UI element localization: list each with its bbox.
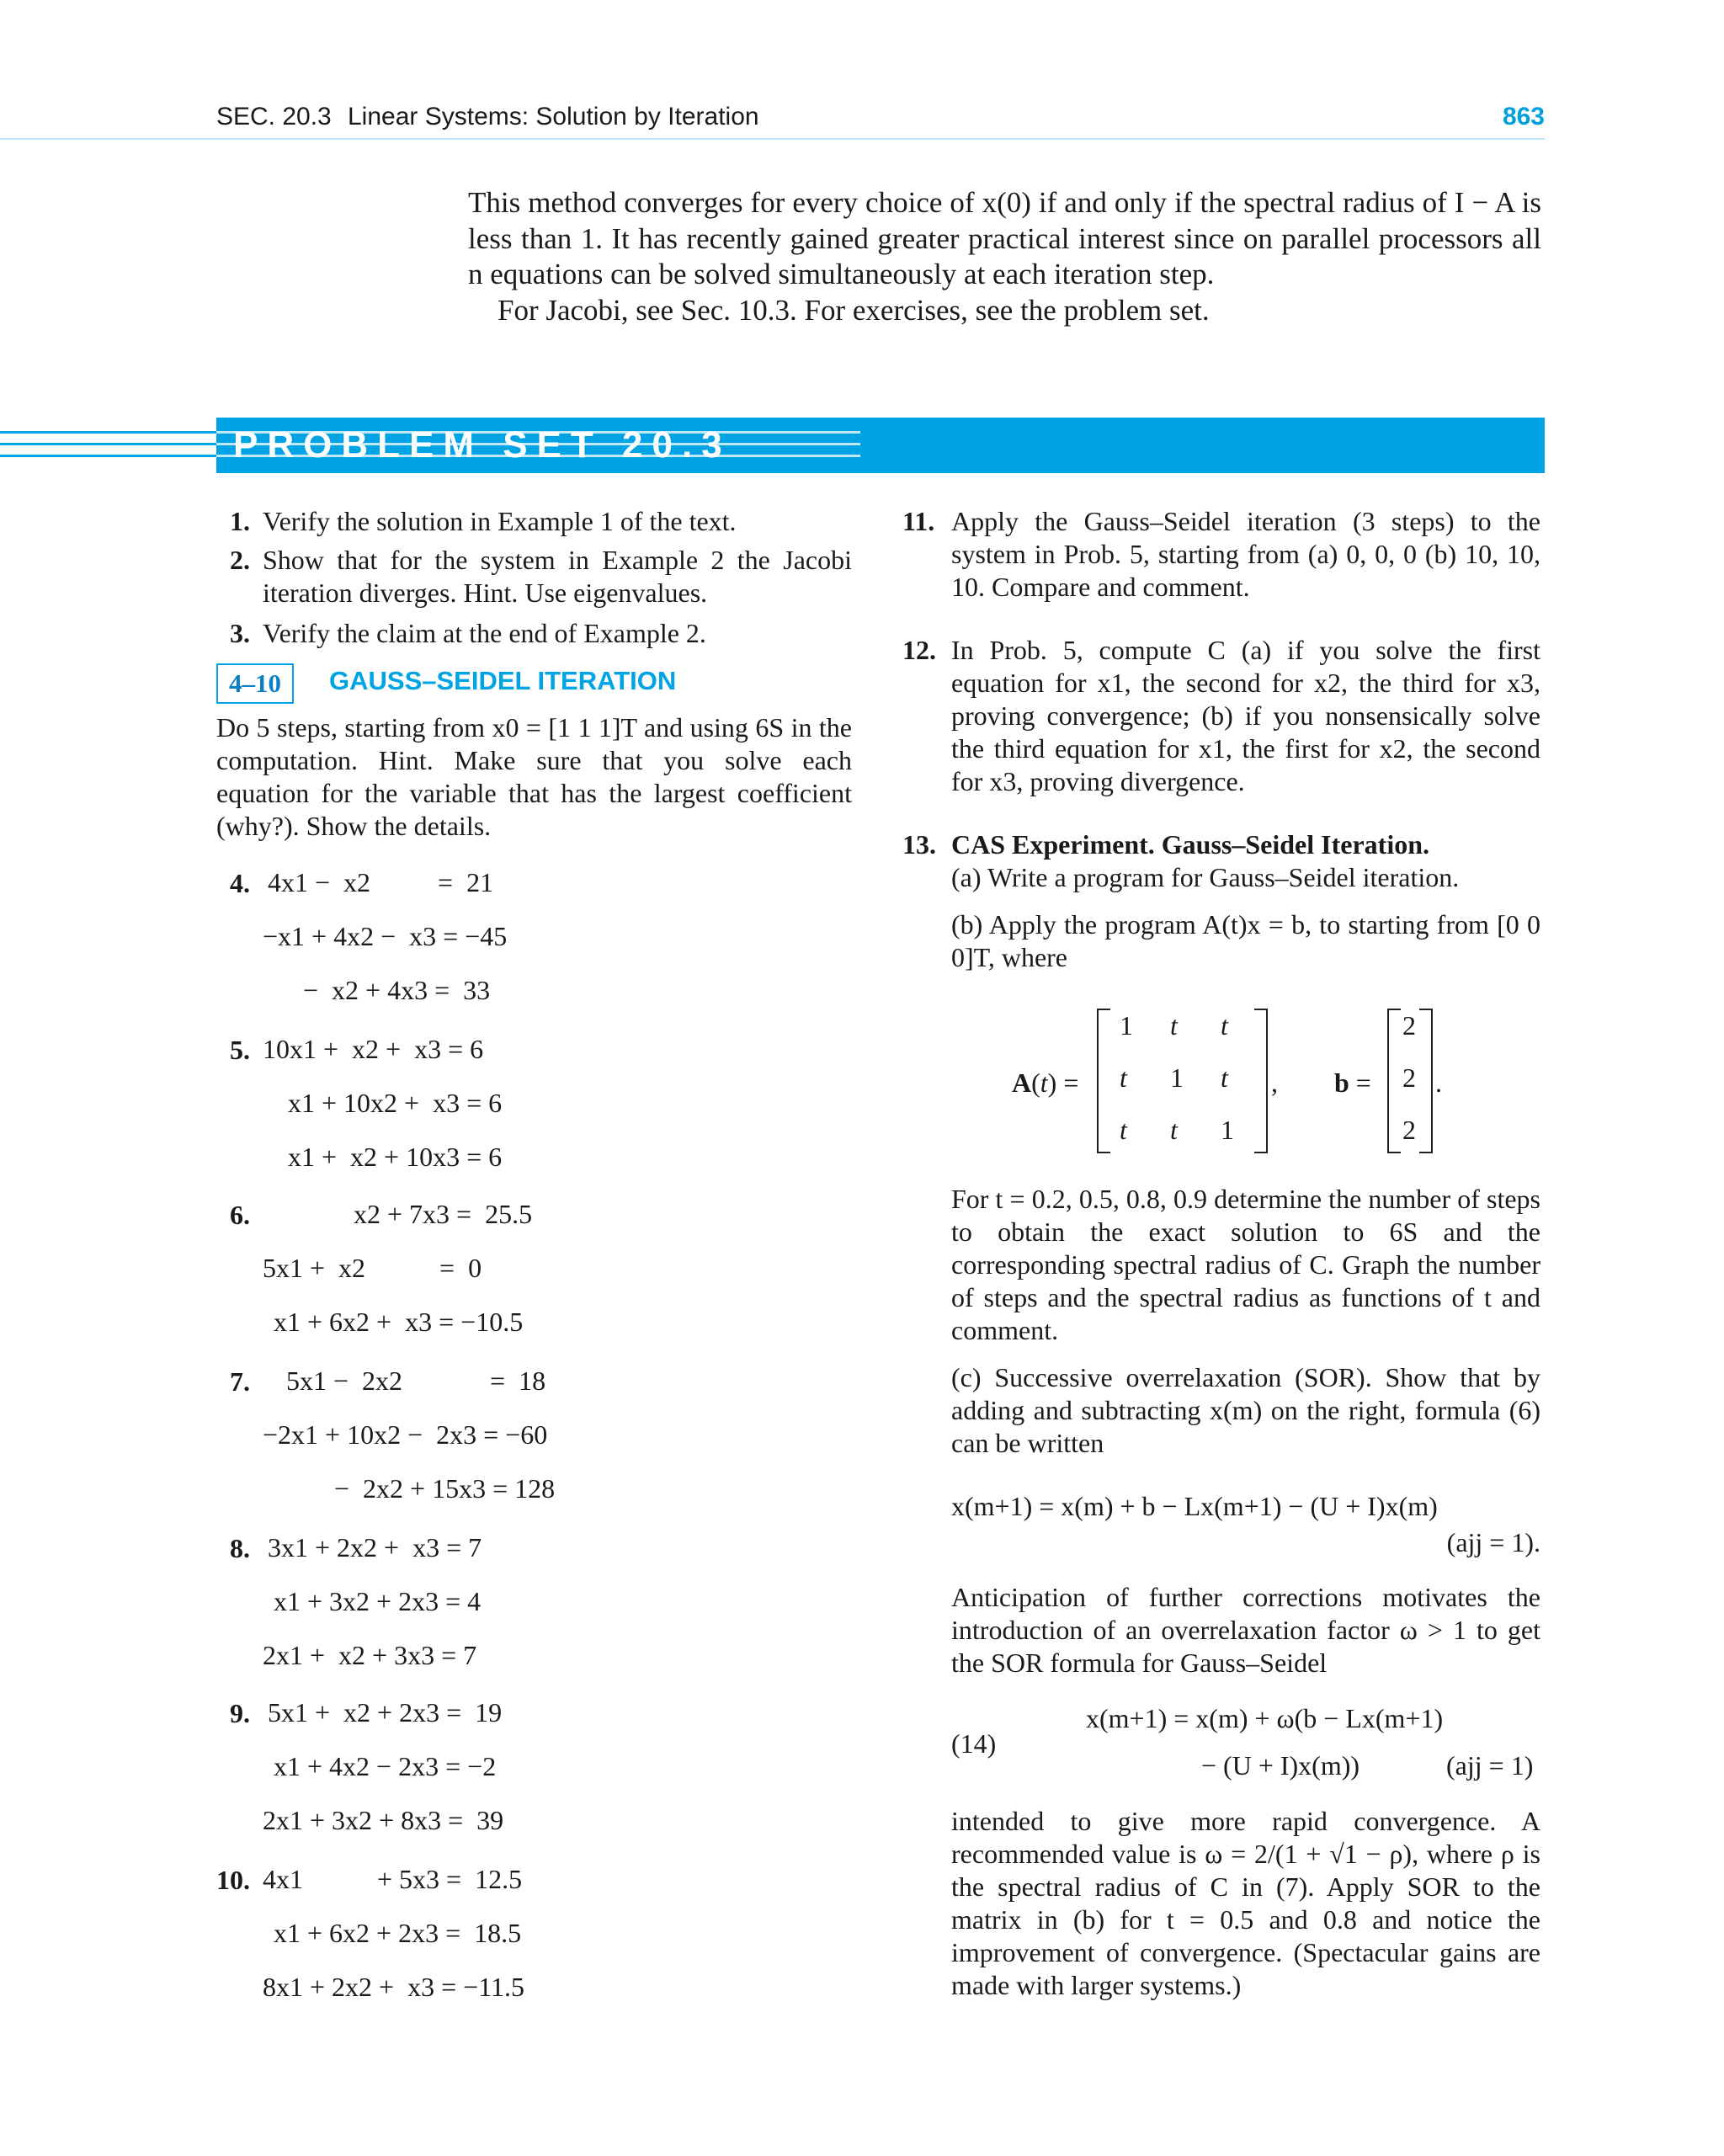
banner-stripe: [0, 431, 216, 434]
equation-8-3: 2x1 + x2 + 3x3 = 7: [263, 1640, 477, 1670]
matrix-comma: ,: [1271, 1067, 1278, 1098]
matrix-entry: t: [1120, 1062, 1127, 1093]
header-rule: [0, 138, 1545, 140]
equation-9-2: x1 + 4x2 − 2x3 = −2: [274, 1751, 497, 1781]
anticipation-text: Anticipation of further corrections motivates the introduction of an overrelaxation factor ω > 1 to get the SOR formula for Gauss–Seidel: [951, 1582, 1540, 1678]
sor-formula-condition: (ajj = 1): [1446, 1750, 1534, 1781]
problem-set-title: PROBLEM SET 20.3: [233, 424, 732, 466]
problem-13-number: 13.: [902, 829, 936, 860]
equation-4-2: −x1 + 4x2 − x3 = −45: [263, 921, 508, 951]
formula-6-rewritten: x(m+1) = x(m) + b − Lx(m+1) − (U + I)x(m): [951, 1491, 1438, 1521]
equation-10-2: x1 + 6x2 + 2x3 = 18.5: [274, 1918, 522, 1948]
equation-9-1: 5x1 + x2 + 2x3 = 19: [268, 1697, 503, 1727]
equation-8-2: x1 + 3x2 + 2x3 = 4: [274, 1586, 482, 1616]
sor-formula-line-2: − (U + I)x(m)): [1201, 1750, 1360, 1781]
matrix-entry: t: [1120, 1115, 1127, 1145]
problem-13-lead: CAS Experiment. Gauss–Seidel Iteration.: [951, 829, 1429, 860]
problem-11-text: Apply the Gauss–Seidel iteration (3 steps) to the system in Prob. 5, starting from (a) 0, 0, 0 (b) 10, 10, 10. Compare and comment.: [951, 506, 1540, 602]
equation-5-2: x1 + 10x2 + x3 = 6: [288, 1088, 503, 1118]
problem-13-part-c: (c) Successive overrelaxation (SOR). Show that by adding and subtracting x(m) on the right, formula (6) can be written: [951, 1362, 1540, 1458]
vector-entry: 2: [1402, 1062, 1416, 1093]
intro-paragraph-1: This method converges for every choice of x(0) if and only if the spectral radius of I − A is less than 1. It has recently gained greater practical interest since on parallel processors all n equations can be solved simultaneously at each iteration step.: [468, 186, 1541, 290]
intro-paragraph-2: For Jacobi, see Sec. 10.3. For exercises, see the problem set.: [498, 293, 1210, 327]
problem-13-part-b: (b) Apply the program A(t)x = b, to starting from [0 0 0]T, where: [951, 909, 1540, 972]
problem-group-instructions: Do 5 steps, starting from x0 = [1 1 1]T and using 6S in the computation. Hint. Make sure that you solve each equation for the variable that has the largest coefficient (why?). Show the details.: [216, 712, 852, 841]
matrix-entry: 1: [1120, 1010, 1133, 1041]
equation-8-1: 3x1 + 2x2 + x3 = 7: [268, 1532, 482, 1562]
equation-10-1: 4x1 + 5x3 = 12.5: [263, 1864, 523, 1894]
problem-8-number: 8.: [230, 1533, 250, 1563]
equation-5-1: 10x1 + x2 + x3 = 6: [263, 1034, 484, 1064]
vector-entry: 2: [1402, 1010, 1416, 1041]
vector-period: .: [1435, 1067, 1442, 1098]
equation-4-3: − x2 + 4x3 = 33: [263, 975, 491, 1005]
running-head: [216, 103, 1545, 136]
equation-7-2: −2x1 + 10x2 − 2x3 = −60: [263, 1419, 548, 1450]
banner-stripe: [0, 455, 216, 457]
equation-10-3: 8x1 + 2x2 + x3 = −11.5: [263, 1972, 524, 2002]
equation-5-3: x1 + x2 + 10x3 = 6: [288, 1142, 503, 1172]
sor-formula-line-1: x(m+1) = x(m) + ω(b − Lx(m+1): [1086, 1703, 1444, 1733]
problem-12-text: In Prob. 5, compute C (a) if you solve the first equation for x1, the second for x2, the third for x3, proving convergence; (b) if you nonsensically solve the third equation for x1, the first for x2, the second for x3, proving divergence.: [951, 635, 1540, 796]
problem-13-after-matrix: For t = 0.2, 0.5, 0.8, 0.9 determine the number of steps to obtain the exact solution to 6S and the corresponding spectral radius of C. Graph the number of steps and the spectral radius as functions of t and comment.: [951, 1184, 1540, 1345]
problem-13-part-a: (a) Write a program for Gauss–Seidel iteration.: [951, 862, 1460, 892]
matrix-entry: 1: [1170, 1062, 1184, 1093]
problem-group-title: GAUSS–SEIDEL ITERATION: [329, 666, 677, 695]
equation-4-1: 4x1 − x2 = 21: [268, 867, 494, 897]
problem-10-number: 10.: [216, 1865, 250, 1895]
banner-stripe: [0, 443, 216, 445]
page-number: 863: [1502, 103, 1545, 130]
matrix-entry: t: [1170, 1115, 1178, 1145]
equation-6-2: 5x1 + x2 = 0: [263, 1253, 482, 1283]
matrix-entry: t: [1170, 1010, 1178, 1041]
problem-13-closing: intended to give more rapid convergence. A recommended value is ω = 2/(1 + √1 − ρ), where ρ is the spectral radius of C in (7). Apply SOR to the matrix in (b) for t = 0.5 and 0.8 and notice the improvement of convergence. (Spectacular gains are made with larger systems.): [951, 1806, 1540, 2000]
matrix-A-label: A(t) =: [1012, 1067, 1079, 1098]
equation-9-3: 2x1 + 3x2 + 8x3 = 39: [263, 1805, 504, 1835]
equation-6-1: x2 + 7x3 = 25.5: [354, 1199, 533, 1229]
problem-11-number: 11.: [902, 506, 935, 536]
matrix-left-bracket: [1097, 1009, 1110, 1153]
vector-b-label: b =: [1334, 1067, 1371, 1098]
problem-4-number: 4.: [230, 868, 250, 898]
equation-6-3: x1 + 6x2 + x3 = −10.5: [274, 1307, 524, 1337]
vector-entry: 2: [1402, 1115, 1416, 1145]
problem-7-number: 7.: [230, 1366, 250, 1397]
equation-7-1: 5x1 − 2x2 = 18: [286, 1365, 546, 1396]
matrix-entry: t: [1221, 1062, 1228, 1093]
problem-5-number: 5.: [230, 1035, 250, 1065]
problem-12-number: 12.: [902, 635, 936, 665]
section-label: SEC. 20.3: [216, 103, 332, 130]
problem-6-number: 6.: [230, 1200, 250, 1230]
section-title: Linear Systems: Solution by Iteration: [348, 103, 759, 130]
formula-6-condition: (ajj = 1).: [1446, 1527, 1540, 1557]
equation-7-3: − 2x2 + 15x3 = 128: [334, 1473, 556, 1504]
intro-text: [468, 185, 1541, 328]
equation-label-14: (14): [951, 1728, 997, 1759]
matrix-entry: t: [1221, 1010, 1228, 1041]
matrix-entry: 1: [1221, 1115, 1234, 1145]
matrix-A: [1111, 1010, 1254, 1149]
problem-9-number: 9.: [230, 1698, 250, 1728]
problem-range-tag: 4–10: [216, 663, 294, 704]
vector-b: [1397, 1010, 1423, 1149]
matrix-right-bracket: [1254, 1009, 1268, 1153]
